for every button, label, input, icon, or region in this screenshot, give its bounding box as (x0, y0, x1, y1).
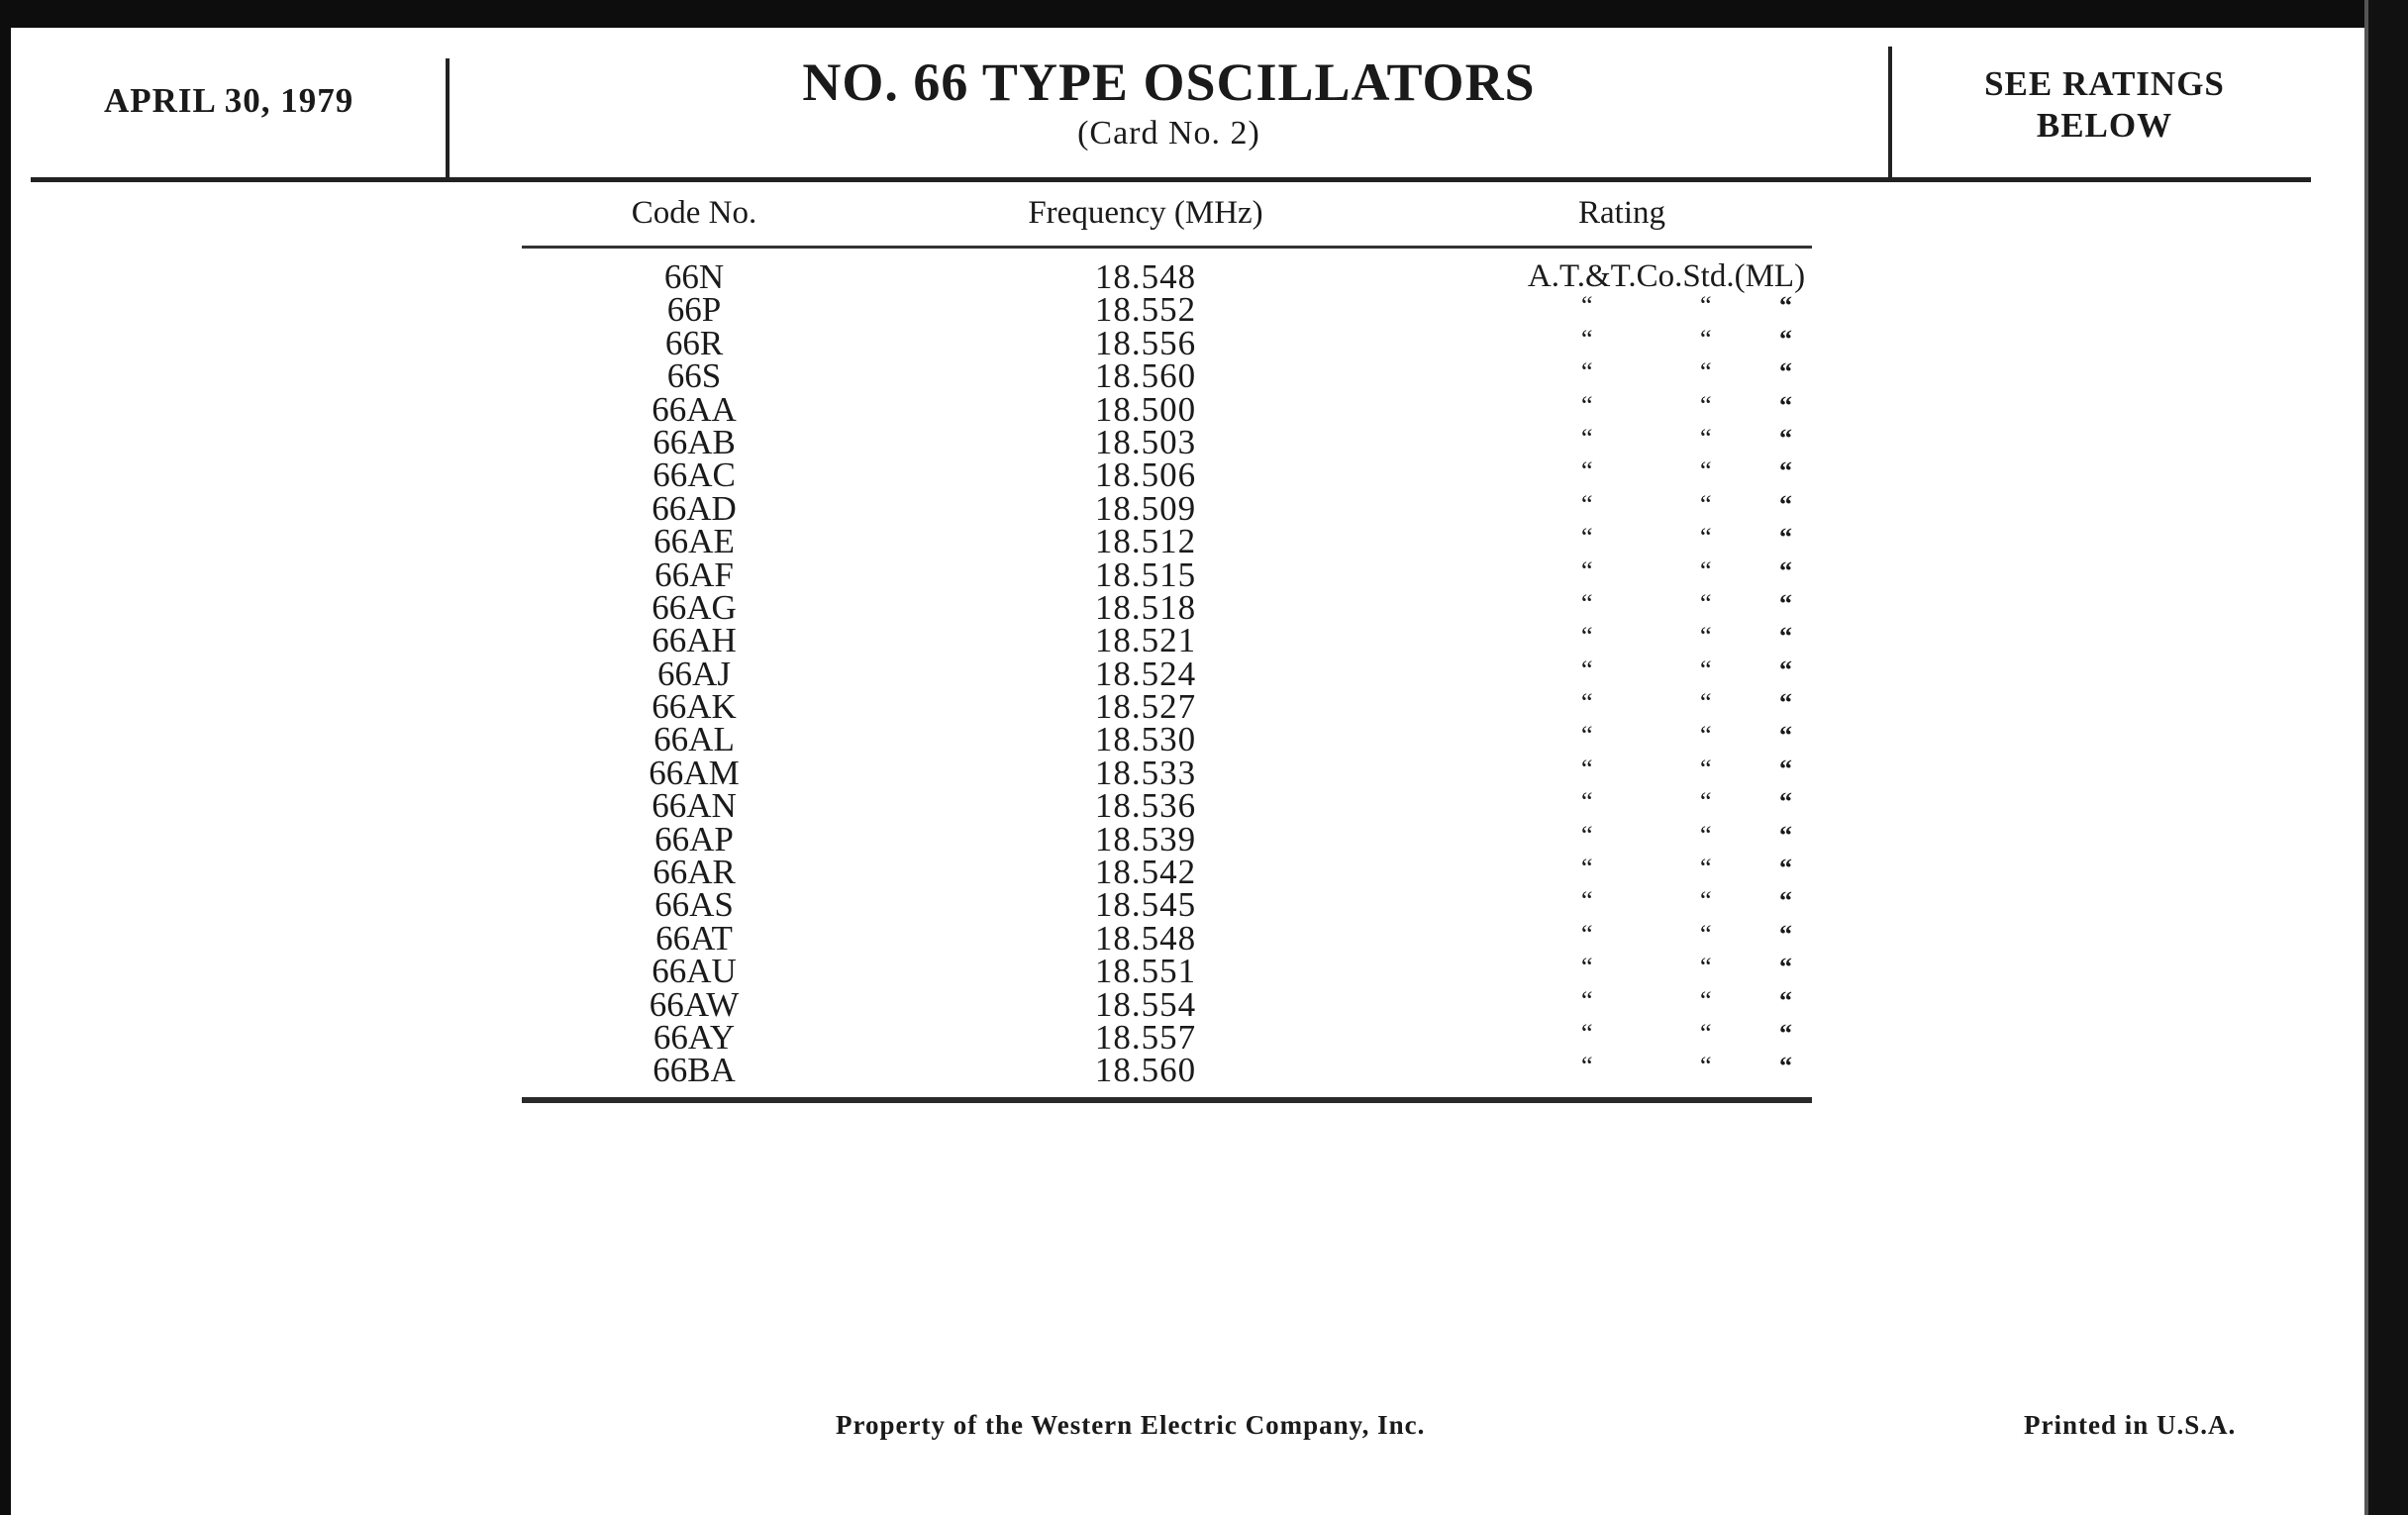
code-number: 66AU (652, 952, 737, 991)
ditto-mark: “ (1779, 291, 1792, 321)
ditto-mark: “ (1779, 456, 1792, 486)
table-row (522, 853, 1812, 892)
ditto-mark: “ (1779, 324, 1792, 354)
ditto-mark: “ (1700, 688, 1712, 718)
ditto-mark: “ (1700, 854, 1712, 883)
table-row (522, 488, 1812, 528)
table-row (522, 522, 1812, 561)
frequency-value: 18.503 (1094, 422, 1197, 461)
frequency-value: 18.560 (1094, 356, 1197, 396)
frequency-value: 18.527 (1094, 687, 1197, 727)
frequency-value: 18.500 (1094, 389, 1197, 429)
frequency-value: 18.548 (1094, 257, 1197, 296)
frequency-value: 18.548 (1094, 918, 1197, 958)
column-header-code: Code No. (631, 195, 757, 231)
frequency-value: 18.542 (1094, 853, 1197, 892)
ditto-mark: “ (1581, 688, 1593, 718)
ditto-mark: “ (1700, 423, 1712, 453)
ditto-mark: “ (1700, 787, 1712, 817)
code-number: 66AB (652, 422, 736, 461)
ditto-mark: “ (1581, 523, 1593, 553)
ratings-note (1894, 63, 2315, 147)
ditto-mark: “ (1581, 291, 1593, 321)
ditto-mark: “ (1779, 622, 1792, 652)
frequency-value: 18.539 (1094, 819, 1197, 858)
ditto-mark: “ (1779, 588, 1792, 618)
code-number: 66AD (652, 488, 737, 528)
page-title: NO. 66 TYPE OSCILLATORS (802, 52, 1536, 112)
code-number: 66AM (649, 753, 740, 792)
code-number: 66R (664, 323, 724, 362)
ditto-mark: “ (1581, 423, 1593, 453)
ditto-mark: “ (1779, 390, 1792, 420)
rating-value: A.T.&T.Co.Std.(ML) (1527, 258, 1806, 294)
ditto-mark: “ (1700, 1018, 1712, 1048)
ditto-mark: “ (1700, 655, 1712, 684)
ditto-mark: “ (1581, 886, 1593, 916)
code-number: 66AF (654, 555, 734, 594)
ditto-mark: “ (1700, 721, 1712, 751)
ditto-mark: “ (1779, 854, 1792, 883)
code-number: 66AK (652, 687, 737, 727)
ditto-mark: “ (1581, 357, 1593, 387)
code-number: 66AY (652, 1017, 736, 1057)
table-row (522, 1051, 1812, 1090)
frequency-value: 18.560 (1094, 1051, 1197, 1090)
ditto-mark: “ (1581, 556, 1593, 585)
frequency-value: 18.536 (1094, 786, 1197, 826)
column-header-rating: Rating (1578, 195, 1665, 231)
ditto-mark: “ (1700, 390, 1712, 420)
ditto-mark: “ (1700, 820, 1712, 850)
table-row (522, 455, 1812, 495)
frequency-value: 18.557 (1094, 1017, 1197, 1057)
ditto-mark: “ (1700, 1052, 1712, 1081)
ditto-mark: “ (1700, 919, 1712, 949)
frequency-value: 18.521 (1094, 621, 1197, 660)
code-number: 66N (663, 257, 725, 296)
ditto-mark: “ (1581, 324, 1593, 354)
ditto-mark: “ (1581, 919, 1593, 949)
ditto-mark: “ (1700, 985, 1712, 1015)
table-row (522, 720, 1812, 759)
ditto-mark: “ (1581, 953, 1593, 982)
code-number: 66S (666, 356, 722, 396)
frequency-value: 18.551 (1094, 952, 1197, 991)
code-number: 66AL (653, 720, 735, 759)
table-row (522, 885, 1812, 925)
ratings-note-line2: BELOW (2036, 106, 2173, 145)
ditto-mark: “ (1581, 754, 1593, 783)
header-rule (31, 177, 2311, 182)
table-header-rule (522, 246, 1812, 249)
frequency-value: 18.554 (1094, 984, 1197, 1024)
ditto-mark: “ (1581, 588, 1593, 618)
ditto-mark: “ (1700, 324, 1712, 354)
frequency-value: 18.512 (1094, 522, 1197, 561)
ditto-mark: “ (1581, 655, 1593, 684)
table-row (522, 1017, 1812, 1057)
frequency-value: 18.506 (1094, 455, 1197, 495)
ditto-mark: “ (1700, 357, 1712, 387)
ditto-mark: “ (1581, 820, 1593, 850)
code-number: 66AP (654, 819, 734, 858)
ditto-mark: “ (1581, 622, 1593, 652)
code-number: 66AA (652, 389, 737, 429)
card-date: APRIL 30, 1979 (104, 81, 354, 120)
ditto-mark: “ (1779, 556, 1792, 585)
table-row (522, 621, 1812, 660)
table-row (522, 257, 1812, 296)
ditto-mark: “ (1779, 721, 1792, 751)
frequency-value: 18.518 (1094, 587, 1197, 627)
ditto-mark: “ (1779, 919, 1792, 949)
ditto-mark: “ (1700, 622, 1712, 652)
code-number: 66AS (654, 885, 734, 925)
ditto-mark: “ (1581, 456, 1593, 486)
ditto-mark: “ (1581, 489, 1593, 519)
table-row (522, 786, 1812, 826)
card-number: (Card No. 2) (1077, 115, 1260, 152)
frequency-value: 18.545 (1094, 885, 1197, 925)
frequency-value: 18.533 (1094, 753, 1197, 792)
table-row (522, 422, 1812, 461)
code-number: 66AE (653, 522, 735, 561)
frequency-value: 18.515 (1094, 555, 1197, 594)
scan-border-left (0, 0, 11, 1515)
code-number: 66AJ (657, 654, 731, 693)
table-row (522, 654, 1812, 693)
code-number: 66AN (652, 786, 737, 826)
ditto-mark: “ (1779, 655, 1792, 684)
header-divider-right (1888, 47, 1892, 177)
ditto-mark: “ (1779, 754, 1792, 783)
ditto-mark: “ (1581, 985, 1593, 1015)
ditto-mark: “ (1700, 886, 1712, 916)
ditto-mark: “ (1779, 886, 1792, 916)
frequency-value: 18.552 (1094, 290, 1197, 330)
code-number: 66AW (649, 984, 740, 1024)
printed-notice: Printed in U.S.A. (2024, 1410, 2237, 1440)
ditto-mark: “ (1581, 1052, 1593, 1081)
ditto-mark: “ (1779, 985, 1792, 1015)
ditto-mark: “ (1779, 953, 1792, 982)
code-number: 66AH (652, 621, 737, 660)
ditto-mark: “ (1700, 523, 1712, 553)
ditto-mark: “ (1779, 1052, 1792, 1081)
ditto-mark: “ (1779, 423, 1792, 453)
table-row (522, 587, 1812, 627)
table-row (522, 918, 1812, 958)
ratings-note-line1: SEE RATINGS (1984, 64, 2225, 103)
table-row (522, 323, 1812, 362)
scan-border-right (2366, 0, 2408, 1515)
ditto-mark: “ (1581, 1018, 1593, 1048)
frequency-value: 18.556 (1094, 323, 1197, 362)
ditto-mark: “ (1581, 721, 1593, 751)
frequency-value: 18.524 (1094, 654, 1197, 693)
ditto-mark: “ (1700, 953, 1712, 982)
scan-border-top (0, 0, 2408, 28)
table-row (522, 389, 1812, 429)
ditto-mark: “ (1700, 291, 1712, 321)
code-number: 66BA (652, 1051, 736, 1090)
property-notice: Property of the Western Electric Company, Inc. (836, 1410, 1426, 1440)
ditto-mark: “ (1581, 787, 1593, 817)
ditto-mark: “ (1700, 489, 1712, 519)
code-number: 66AT (655, 918, 733, 958)
code-number: 66AR (652, 853, 736, 892)
code-number: 66P (666, 290, 722, 330)
ditto-mark: “ (1700, 456, 1712, 486)
table-row (522, 819, 1812, 858)
ditto-mark: “ (1581, 390, 1593, 420)
table-bottom-rule (522, 1097, 1812, 1103)
table-row (522, 555, 1812, 594)
oscillator-table-body (522, 257, 1812, 1090)
frequency-value: 18.530 (1094, 720, 1197, 759)
code-number: 66AG (652, 587, 737, 627)
ditto-mark: “ (1779, 489, 1792, 519)
ditto-mark: “ (1779, 357, 1792, 387)
column-header-frequency: Frequency (MHz) (1028, 195, 1263, 231)
table-row (522, 356, 1812, 396)
ditto-mark: “ (1581, 854, 1593, 883)
scan-border-right-edge (2364, 0, 2368, 1515)
ditto-mark: “ (1700, 754, 1712, 783)
ditto-mark: “ (1779, 1018, 1792, 1048)
table-row (522, 984, 1812, 1024)
ditto-mark: “ (1779, 820, 1792, 850)
ditto-mark: “ (1779, 688, 1792, 718)
frequency-value: 18.509 (1094, 488, 1197, 528)
table-row (522, 687, 1812, 727)
ditto-mark: “ (1700, 556, 1712, 585)
table-row (522, 753, 1812, 792)
table-row (522, 290, 1812, 330)
ditto-mark: “ (1779, 523, 1792, 553)
ditto-mark: “ (1700, 588, 1712, 618)
code-number: 66AC (652, 455, 736, 495)
table-row (522, 952, 1812, 991)
ditto-mark: “ (1779, 787, 1792, 817)
